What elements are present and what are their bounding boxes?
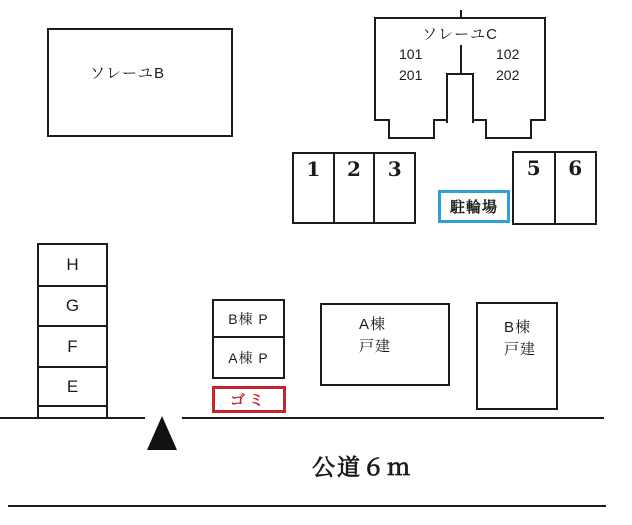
house-a-detached bbox=[320, 303, 450, 386]
parking-space-h: H bbox=[39, 245, 106, 287]
parking-space-g: G bbox=[39, 287, 106, 327]
house-a-line1: A棟 bbox=[359, 316, 387, 333]
building-soleil-c-entry-notch bbox=[446, 73, 474, 123]
building-soleil-b-label: ソレーユB bbox=[90, 65, 166, 82]
parking-row-1-3 bbox=[292, 152, 416, 224]
house-b-label bbox=[504, 317, 536, 361]
garbage-label: ゴミ bbox=[229, 392, 268, 409]
parking-row-5-6 bbox=[512, 151, 597, 225]
parking-space-2: 2 bbox=[335, 154, 376, 222]
parking-space-e: E bbox=[39, 368, 106, 407]
house-a-label bbox=[359, 314, 391, 358]
house-a-line2: 戸建 bbox=[359, 338, 392, 355]
parking-b-building: B棟 P bbox=[214, 301, 283, 338]
soleil-c-units-left bbox=[399, 44, 422, 86]
house-b-line1: B棟 bbox=[504, 319, 532, 336]
parking-column-stub bbox=[39, 407, 106, 417]
building-soleil-c-divider-line bbox=[460, 45, 462, 73]
parking-a-building: A棟 P bbox=[228, 349, 269, 366]
unit-number: 101 bbox=[399, 46, 423, 62]
entrance-arrow-icon bbox=[147, 416, 177, 450]
parking-space-3: 3 bbox=[387, 157, 402, 181]
parking-space-f: F bbox=[39, 327, 106, 368]
parking-column-hgfe bbox=[37, 243, 108, 419]
bicycle-parking-box bbox=[438, 190, 510, 223]
building-soleil-c-porch-left bbox=[388, 119, 435, 139]
road-edge-top-left bbox=[0, 417, 145, 419]
unit-number: 202 bbox=[496, 67, 520, 83]
house-b-line2: 戸建 bbox=[504, 341, 537, 358]
house-b-detached bbox=[476, 302, 558, 410]
parking-space-6: 6 bbox=[568, 156, 583, 180]
bicycle-parking-label: 駐輪場 bbox=[449, 199, 498, 216]
road-label: 公道６ｍ bbox=[312, 454, 412, 480]
building-soleil-c-top-tick bbox=[460, 10, 462, 19]
unit-number: 102 bbox=[496, 46, 520, 62]
building-soleil-c-label: ソレーユC bbox=[422, 26, 498, 43]
building-soleil-b bbox=[47, 28, 233, 137]
road-edge-bottom bbox=[8, 505, 606, 507]
parking-space-5: 5 bbox=[514, 153, 556, 223]
road-edge-top-right bbox=[182, 417, 604, 419]
building-soleil-c-porch-right bbox=[485, 119, 532, 139]
soleil-c-units-right bbox=[496, 44, 519, 86]
unit-number: 201 bbox=[399, 67, 423, 83]
building-parking-column bbox=[212, 299, 285, 379]
parking-space-1: 1 bbox=[294, 154, 335, 222]
garbage-station-box bbox=[212, 386, 286, 413]
